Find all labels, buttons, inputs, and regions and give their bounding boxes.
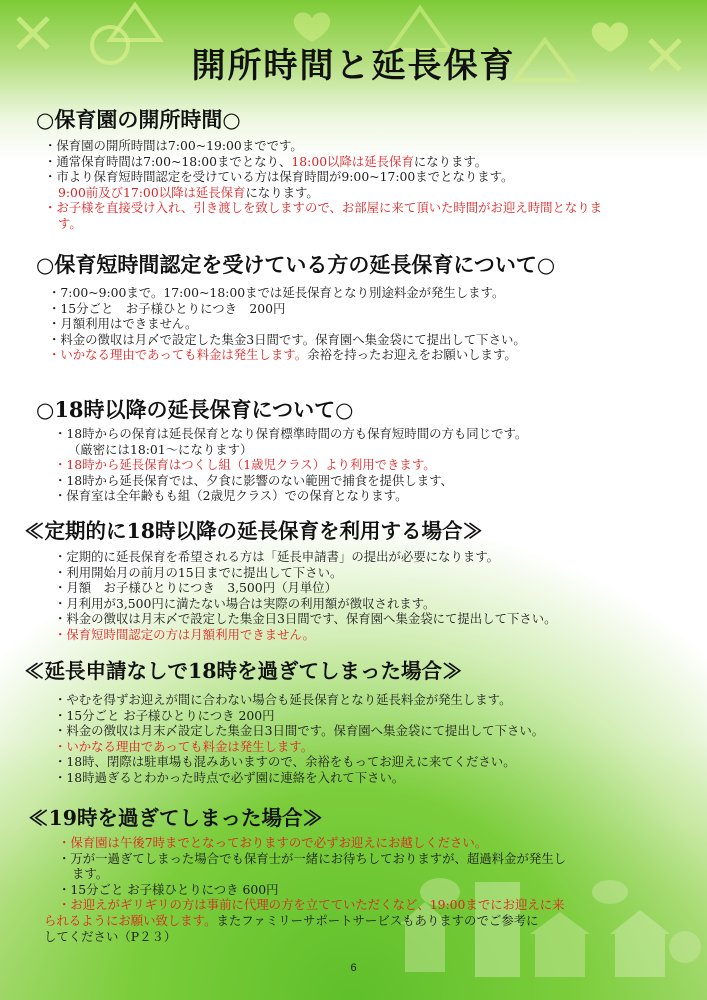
text: ・料金の徴収は月末〆で設定した集金日3日間です、保育園へ集金袋にて提出して下さい。 xyxy=(54,611,557,627)
list-item xyxy=(54,457,707,473)
section-after-18 xyxy=(0,394,707,504)
section-heading: ○18時以降の延長保育について○ xyxy=(36,397,354,422)
list-item xyxy=(54,627,707,643)
text: になります。 xyxy=(413,153,488,169)
list-item xyxy=(54,596,707,612)
page-number: 6 xyxy=(350,962,357,974)
list-item-continuation xyxy=(44,216,707,232)
text: ・市より保育短時間認定を受けている方は保育時間が9:00~17:00までとなります。 xyxy=(44,169,514,185)
list-item-continuation xyxy=(58,866,707,882)
list-item xyxy=(58,835,707,851)
list-item xyxy=(54,549,707,565)
text: になります。 xyxy=(245,184,319,200)
list-item xyxy=(58,897,707,913)
text: ・月額 お子様ひとりにつき 3,500円（月単位） xyxy=(54,580,338,596)
list-item xyxy=(48,347,707,363)
list-item-continuation xyxy=(44,185,707,201)
text: してください（P２３） xyxy=(44,928,177,944)
section-heading: ○保育短時間認定を受けている方の延長保育について○ xyxy=(36,252,556,277)
section-heading: ○保育園の開所時間○ xyxy=(36,107,241,132)
text: ・やむを得ずお迎えが間に合わない場合も延長保育となり延長料金が発生します。 xyxy=(54,692,512,707)
text: ・15分ごと お子様ひとりにつき 600円 xyxy=(58,881,279,897)
text: ・18時からの保育は延長保育となり保育標準時間の方も保育短時間の方も同じです。 xyxy=(54,426,528,441)
list-item xyxy=(44,200,707,216)
section-no-application xyxy=(0,654,707,786)
list-item xyxy=(54,739,707,755)
text: ・万が一過ぎてしまった場合でも保育士が一緒にお待ちしておりますが、超過料金が発生し xyxy=(58,850,567,866)
list-item xyxy=(58,882,707,898)
list-item xyxy=(54,426,707,442)
list-item xyxy=(44,138,707,154)
highlighted-text: 18:00以降は延長保育 xyxy=(291,153,414,169)
highlighted-text: ・いかなる理由であっても料金は発生します。 xyxy=(54,738,314,754)
highlighted-text: ・お子様を直接受け入れ、引き渡しを致しますので、お部屋に来て頂いた時間がお迎え時間となりま xyxy=(44,200,603,216)
list-item xyxy=(54,565,707,581)
text: 余裕を持ったお迎えをお願いします。 xyxy=(307,347,517,363)
list-item xyxy=(44,169,707,185)
list-item xyxy=(54,580,707,596)
item-list xyxy=(0,692,707,786)
list-item xyxy=(48,285,707,301)
list-item xyxy=(54,611,707,627)
item-list xyxy=(0,835,707,944)
text: ・保育室は全年齢もも組（2歳児クラス）での保育となります。 xyxy=(54,488,408,504)
highlighted-text: ・18時から延長保育はつくし組（1歳児クラス）より利用できます。 xyxy=(54,457,436,473)
text: ・保育園の開所時間は7:00~19:00までです。 xyxy=(44,138,303,153)
highlighted-text: ・いかなる理由であっても料金は発生します。 xyxy=(48,347,308,363)
section-short-time-extension xyxy=(0,249,707,363)
list-item xyxy=(48,301,707,317)
text: ・18時から延長保育では、夕食に影響のない範囲で捕食を提供します、 xyxy=(54,472,453,488)
text: ・15分ごと お子様ひとりにつき 200円 xyxy=(54,707,275,723)
list-item xyxy=(44,929,707,945)
list-item xyxy=(54,692,707,708)
section-heading: ≪延長申請なしで18時を過ぎてしまった場合≫ xyxy=(24,659,463,683)
item-list xyxy=(0,426,707,504)
text: ・月額利用はできません。 xyxy=(48,316,198,332)
highlighted-text: す。 xyxy=(58,215,82,231)
highlighted-text: ・保育短時間認定の方は月額利用できません。 xyxy=(54,626,315,642)
item-list xyxy=(0,138,707,232)
list-item xyxy=(54,488,707,504)
section-regular-extension xyxy=(0,514,707,643)
section-after-19 xyxy=(0,801,707,944)
list-item xyxy=(54,770,707,786)
text: ・15分ごと お子様ひとりにつき 200円 xyxy=(48,300,286,316)
section-heading: ≪定期的に18時以降の延長保育を利用する場合≫ xyxy=(24,519,484,543)
list-item xyxy=(54,708,707,724)
text: ・料金の徴収は月末〆設定した集金日3日間です。保育園へ集金袋にて提出して下さい。 xyxy=(54,723,545,739)
list-item-continuation xyxy=(54,442,707,458)
text: またファミリーサポートサービスもありますのでご参考に xyxy=(216,912,539,928)
item-list xyxy=(0,285,707,363)
list-item xyxy=(44,154,707,170)
text: ・定期的に延長保育を希望される方は「延長申請書」の提出が必要になります。 xyxy=(54,549,500,564)
text: ます。 xyxy=(72,866,109,882)
item-list xyxy=(0,549,707,643)
list-item xyxy=(48,332,707,348)
text: ・7:00~9:00まで。17:00~18:00までは延長保育となり別途料金が発生します。 xyxy=(48,285,505,300)
text: ・18時過ぎるとわかった時点で必ず園に連絡を入れて下さい。 xyxy=(54,769,405,785)
section-heading: ≪19時を過ぎてしまった場合≫ xyxy=(28,806,324,830)
list-item xyxy=(54,473,707,489)
list-item xyxy=(58,851,707,867)
text: （厳密には18:01～になります） xyxy=(68,441,253,457)
page-title: 開所時間と延長保育 xyxy=(191,46,516,86)
highlighted-text: ・保育園は午後7時までとなっておりますので必ずお迎えにお越しください。 xyxy=(58,835,488,850)
text: ・18時、閉際は駐車場も混みあいますので、余裕をもってお迎えに来てください。 xyxy=(54,754,516,770)
text: ・通常保育時間は7:00~18:00までとなり、 xyxy=(44,153,292,169)
section-opening-hours xyxy=(0,104,707,232)
text: ・月利用が3,500円に満たない場合は実際の利用額が徴収されます。 xyxy=(54,595,436,611)
triangle-shape-icon xyxy=(110,5,160,40)
highlighted-text: 9:00前及び17:00以降は延長保育 xyxy=(58,184,246,200)
list-item xyxy=(54,754,707,770)
highlighted-text: られるようにお願い致します。 xyxy=(44,912,217,928)
highlighted-text: ・お迎えがギリギリの方は事前に代理の方を立てていただくなど、19:00までにお迎えに来 xyxy=(58,897,565,913)
list-item xyxy=(48,316,707,332)
text: ・利用開始月の前月の15日までに提出して下さい。 xyxy=(54,564,343,580)
list-item xyxy=(54,723,707,739)
text: ・料金の徴収は月〆で設定した集金3日間です。保育園へ集金袋にて提出して下さい。 xyxy=(48,331,526,347)
list-item xyxy=(44,913,707,929)
